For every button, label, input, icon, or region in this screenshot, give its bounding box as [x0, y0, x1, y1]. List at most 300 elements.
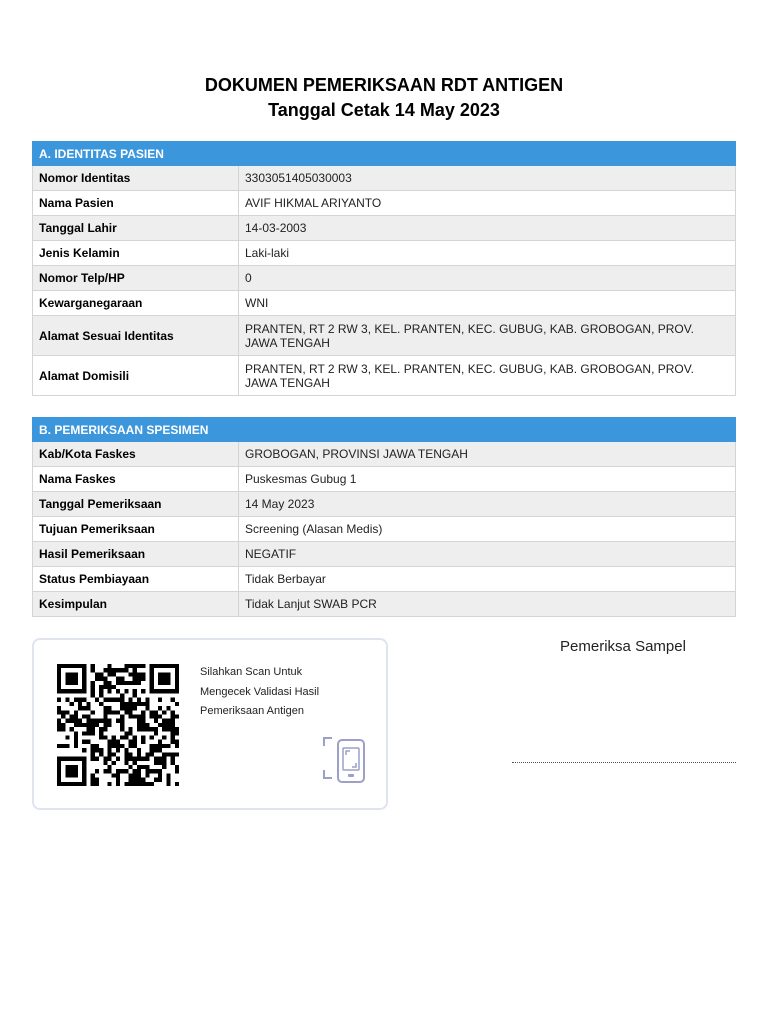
table-row: [33, 316, 736, 356]
qr-module: [162, 677, 166, 681]
qr-module: [103, 719, 107, 723]
row-value: WNI: [239, 291, 736, 316]
qr-module: [65, 757, 69, 761]
qr-code[interactable]: [54, 664, 182, 786]
qr-module: [171, 757, 175, 761]
qr-module: [74, 744, 78, 748]
qr-module: [137, 714, 141, 718]
qr-module: [129, 744, 133, 748]
qr-module: [166, 723, 170, 727]
qr-module: [65, 769, 69, 773]
qr-module: [141, 765, 145, 769]
qr-module: [141, 672, 145, 676]
qr-module: [124, 761, 128, 765]
qr-module: [61, 714, 65, 718]
qr-module: [57, 689, 61, 693]
qr-module: [86, 740, 90, 744]
qr-module: [150, 685, 154, 689]
qr-module: [129, 706, 133, 710]
qr-module: [107, 748, 111, 752]
qr-module: [82, 778, 86, 782]
qr-module: [70, 757, 74, 761]
qr-module: [103, 677, 107, 681]
qr-module: [65, 744, 69, 748]
qr-module: [86, 727, 90, 731]
row-label: Nama Faskes: [33, 467, 239, 492]
qr-module: [95, 672, 99, 676]
qr-module: [150, 677, 154, 681]
qr-module: [103, 668, 107, 672]
qr-module: [150, 744, 154, 748]
qr-module: [70, 727, 74, 731]
qr-module: [141, 723, 145, 727]
qr-module: [61, 757, 65, 761]
qr-module: [171, 698, 175, 702]
qr-module: [95, 698, 99, 702]
row-value: AVIF HIKMAL ARIYANTO: [239, 191, 736, 216]
qr-module: [141, 710, 145, 714]
qr-module: [103, 727, 107, 731]
qr-module: [154, 757, 158, 761]
qr-module: [124, 681, 128, 685]
qr-module: [166, 689, 170, 693]
qr-module: [175, 740, 179, 744]
qr-module: [91, 664, 95, 668]
row-value: 14-03-2003: [239, 216, 736, 241]
qr-module: [82, 769, 86, 773]
qr-module: [162, 681, 166, 685]
qr-module: [129, 702, 133, 706]
qr-module: [86, 706, 90, 710]
qr-module: [137, 681, 141, 685]
specimen-exam-table: [32, 417, 736, 617]
qr-module: [107, 681, 111, 685]
qr-module: [154, 769, 158, 773]
qr-module: [116, 757, 120, 761]
qr-module: [175, 752, 179, 756]
qr-module: [133, 769, 137, 773]
qr-module: [86, 719, 90, 723]
row-value: Screening (Alasan Medis): [239, 517, 736, 542]
qr-module: [133, 761, 137, 765]
qr-module: [133, 677, 137, 681]
qr-module: [116, 668, 120, 672]
row-label: Kewarganegaraan: [33, 291, 239, 316]
qr-module: [99, 727, 103, 731]
qr-module: [137, 773, 141, 777]
qr-module: [57, 782, 61, 786]
qr-module: [57, 761, 61, 765]
qr-module: [141, 727, 145, 731]
qr-module: [65, 677, 69, 681]
qr-module: [145, 769, 149, 773]
row-label: Tanggal Pemeriksaan: [33, 492, 239, 517]
qr-module: [116, 689, 120, 693]
qr-module: [158, 664, 162, 668]
qr-module: [162, 765, 166, 769]
qr-module: [175, 677, 179, 681]
qr-validation-card: [32, 638, 388, 810]
qr-module: [57, 668, 61, 672]
qr-module: [129, 782, 133, 786]
qr-module: [129, 681, 133, 685]
qr-module: [57, 664, 61, 668]
qr-module: [141, 778, 145, 782]
qr-module: [175, 668, 179, 672]
qr-module: [158, 698, 162, 702]
qr-module: [158, 706, 162, 710]
qr-module: [150, 681, 154, 685]
qr-module: [133, 757, 137, 761]
qr-module: [95, 719, 99, 723]
qr-module: [86, 714, 90, 718]
qr-module: [145, 773, 149, 777]
table-row: [33, 191, 736, 216]
qr-module: [78, 719, 82, 723]
qr-module: [116, 744, 120, 748]
qr-module: [70, 664, 74, 668]
qr-module: [124, 752, 128, 756]
qr-module: [175, 714, 179, 718]
qr-module: [99, 731, 103, 735]
qr-module: [107, 706, 111, 710]
qr-module: [137, 757, 141, 761]
table-row: [33, 291, 736, 316]
qr-module: [82, 689, 86, 693]
qr-module: [154, 744, 158, 748]
qr-module: [120, 702, 124, 706]
qr-module: [82, 685, 86, 689]
qr-module: [65, 710, 69, 714]
qr-module: [158, 761, 162, 765]
qr-module: [107, 710, 111, 714]
qr-module: [116, 773, 120, 777]
qr-module: [166, 727, 170, 731]
qr-module: [171, 714, 175, 718]
qr-module: [166, 782, 170, 786]
qr-module: [124, 736, 128, 740]
qr-module: [124, 702, 128, 706]
qr-module: [166, 706, 170, 710]
qr-module: [124, 710, 128, 714]
qr-module: [57, 719, 61, 723]
qr-module: [91, 782, 95, 786]
qr-module: [99, 719, 103, 723]
qr-module: [78, 698, 82, 702]
qr-module: [65, 672, 69, 676]
qr-module: [57, 723, 61, 727]
qr-module: [65, 719, 69, 723]
qr-module: [57, 681, 61, 685]
row-label: Alamat Domisili: [33, 356, 239, 396]
qr-module: [116, 719, 120, 723]
qr-module: [175, 744, 179, 748]
qr-module: [154, 714, 158, 718]
qr-module: [129, 752, 133, 756]
patient-identity-table: [32, 141, 736, 396]
qr-module: [70, 672, 74, 676]
qr-module: [166, 719, 170, 723]
qr-module: [70, 689, 74, 693]
qr-module: [57, 778, 61, 782]
qr-module: [120, 693, 124, 697]
qr-module: [74, 710, 78, 714]
qr-module: [91, 748, 95, 752]
qr-module: [154, 719, 158, 723]
qr-module: [133, 702, 137, 706]
qr-module: [175, 685, 179, 689]
qr-module: [175, 782, 179, 786]
qr-module: [91, 710, 95, 714]
row-value: 14 May 2023: [239, 492, 736, 517]
qr-module: [116, 710, 120, 714]
phone-scan-icon: [322, 736, 370, 786]
qr-module: [150, 710, 154, 714]
qr-module: [95, 778, 99, 782]
qr-module: [166, 664, 170, 668]
qr-module: [107, 765, 111, 769]
qr-module: [99, 672, 103, 676]
qr-module: [141, 714, 145, 718]
qr-module: [124, 668, 128, 672]
qr-module: [65, 736, 69, 740]
qr-module: [129, 731, 133, 735]
section-a-header: A. IDENTITAS PASIEN: [33, 142, 736, 166]
qr-module: [120, 723, 124, 727]
row-label: Kesimpulan: [33, 592, 239, 617]
qr-module: [120, 769, 124, 773]
qr-module: [141, 782, 145, 786]
qr-module: [150, 769, 154, 773]
qr-module: [57, 727, 61, 731]
qr-module: [150, 672, 154, 676]
qr-module: [137, 672, 141, 676]
qr-module: [82, 677, 86, 681]
qr-module: [99, 693, 103, 697]
qr-module: [154, 689, 158, 693]
qr-module: [120, 706, 124, 710]
qr-module: [61, 664, 65, 668]
qr-module: [158, 681, 162, 685]
qr-module: [116, 769, 120, 773]
qr-module: [137, 765, 141, 769]
qr-module: [61, 689, 65, 693]
qr-module: [116, 681, 120, 685]
qr-module: [57, 769, 61, 773]
qr-module: [70, 782, 74, 786]
qr-module: [70, 714, 74, 718]
qr-module: [158, 740, 162, 744]
qr-module: [82, 672, 86, 676]
qr-module: [133, 773, 137, 777]
row-label: Nomor Identitas: [33, 166, 239, 191]
qr-module: [171, 727, 175, 731]
qr-module: [166, 752, 170, 756]
qr-module: [57, 765, 61, 769]
qr-module: [141, 719, 145, 723]
qr-module: [112, 685, 116, 689]
qr-module: [86, 731, 90, 735]
qr-module: [124, 782, 128, 786]
qr-module: [175, 664, 179, 668]
qr-module: [74, 723, 78, 727]
table-row: [33, 592, 736, 617]
qr-module: [112, 672, 116, 676]
qr-module: [158, 748, 162, 752]
qr-module: [95, 769, 99, 773]
qr-module: [112, 744, 116, 748]
qr-module: [61, 710, 65, 714]
qr-module: [137, 698, 141, 702]
qr-module: [82, 723, 86, 727]
qr-module: [166, 778, 170, 782]
qr-module: [158, 672, 162, 676]
qr-module: [78, 723, 82, 727]
qr-module: [82, 664, 86, 668]
qr-module: [82, 698, 86, 702]
qr-module: [74, 664, 78, 668]
qr-module: [74, 765, 78, 769]
qr-module: [91, 752, 95, 756]
qr-module: [82, 681, 86, 685]
qr-module: [154, 778, 158, 782]
qr-module: [158, 689, 162, 693]
qr-module: [175, 731, 179, 735]
qr-module: [107, 664, 111, 668]
table-row: [33, 542, 736, 567]
qr-module: [107, 668, 111, 672]
qr-module: [116, 778, 120, 782]
qr-module: [103, 698, 107, 702]
qr-module: [82, 714, 86, 718]
qr-module: [95, 723, 99, 727]
qr-module: [145, 706, 149, 710]
qr-module: [82, 782, 86, 786]
qr-module: [91, 757, 95, 761]
qr-module: [162, 752, 166, 756]
qr-module: [120, 736, 124, 740]
qr-module: [107, 698, 111, 702]
qr-module: [70, 677, 74, 681]
qr-module: [57, 757, 61, 761]
qr-module: [137, 677, 141, 681]
qr-module: [175, 672, 179, 676]
qr-module: [171, 731, 175, 735]
qr-module: [141, 736, 145, 740]
section-b-header: B. PEMERIKSAAN SPESIMEN: [33, 418, 736, 442]
qr-module: [141, 702, 145, 706]
qr-module: [103, 706, 107, 710]
qr-module: [162, 689, 166, 693]
qr-module: [166, 681, 170, 685]
qr-module: [150, 714, 154, 718]
qr-module: [70, 773, 74, 777]
qr-module: [141, 757, 145, 761]
table-row: [33, 517, 736, 542]
qr-module: [171, 719, 175, 723]
row-label: Nomor Telp/HP: [33, 266, 239, 291]
qr-module: [133, 740, 137, 744]
qr-module: [175, 769, 179, 773]
qr-module: [74, 681, 78, 685]
qr-module: [74, 773, 78, 777]
qr-module: [74, 736, 78, 740]
qr-module: [137, 664, 141, 668]
qr-module: [162, 719, 166, 723]
qr-module: [137, 752, 141, 756]
row-value: NEGATIF: [239, 542, 736, 567]
qr-module: [70, 769, 74, 773]
qr-module: [74, 672, 78, 676]
qr-module: [78, 689, 82, 693]
qr-module: [107, 685, 111, 689]
qr-module: [57, 773, 61, 777]
qr-module: [145, 702, 149, 706]
qr-module: [74, 698, 78, 702]
scan-instruction-line: Mengecek Validasi Hasil: [200, 685, 320, 698]
qr-module: [133, 782, 137, 786]
qr-module: [74, 782, 78, 786]
qr-module: [162, 664, 166, 668]
qr-module: [116, 782, 120, 786]
qr-module: [166, 672, 170, 676]
qr-module: [129, 714, 133, 718]
qr-module: [74, 689, 78, 693]
qr-module: [133, 693, 137, 697]
qr-module: [78, 706, 82, 710]
qr-module: [141, 740, 145, 744]
qr-module: [145, 765, 149, 769]
qr-module: [133, 714, 137, 718]
qr-module: [120, 681, 124, 685]
table-row: [33, 567, 736, 592]
qr-module: [91, 778, 95, 782]
row-value: 0: [239, 266, 736, 291]
qr-module: [166, 773, 170, 777]
row-value: Tidak Berbayar: [239, 567, 736, 592]
qr-module: [91, 773, 95, 777]
qr-module: [57, 710, 61, 714]
qr-module: [82, 668, 86, 672]
qr-module: [133, 706, 137, 710]
qr-module: [158, 773, 162, 777]
qr-module: [95, 748, 99, 752]
qr-module: [65, 765, 69, 769]
qr-module: [124, 689, 128, 693]
qr-module: [107, 723, 111, 727]
row-label: Jenis Kelamin: [33, 241, 239, 266]
qr-module: [112, 740, 116, 744]
qr-module: [65, 664, 69, 668]
qr-module: [133, 664, 137, 668]
qr-module: [162, 744, 166, 748]
qr-module: [129, 765, 133, 769]
qr-module: [137, 727, 141, 731]
qr-module: [95, 782, 99, 786]
row-value: GROBOGAN, PROVINSI JAWA TENGAH: [239, 442, 736, 467]
qr-module: [74, 731, 78, 735]
qr-module: [158, 769, 162, 773]
qr-module: [112, 668, 116, 672]
qr-module: [107, 752, 111, 756]
qr-module: [120, 677, 124, 681]
qr-module: [141, 664, 145, 668]
qr-module: [175, 727, 179, 731]
qr-module: [95, 744, 99, 748]
qr-module: [74, 677, 78, 681]
qr-module: [133, 736, 137, 740]
qr-module: [61, 744, 65, 748]
